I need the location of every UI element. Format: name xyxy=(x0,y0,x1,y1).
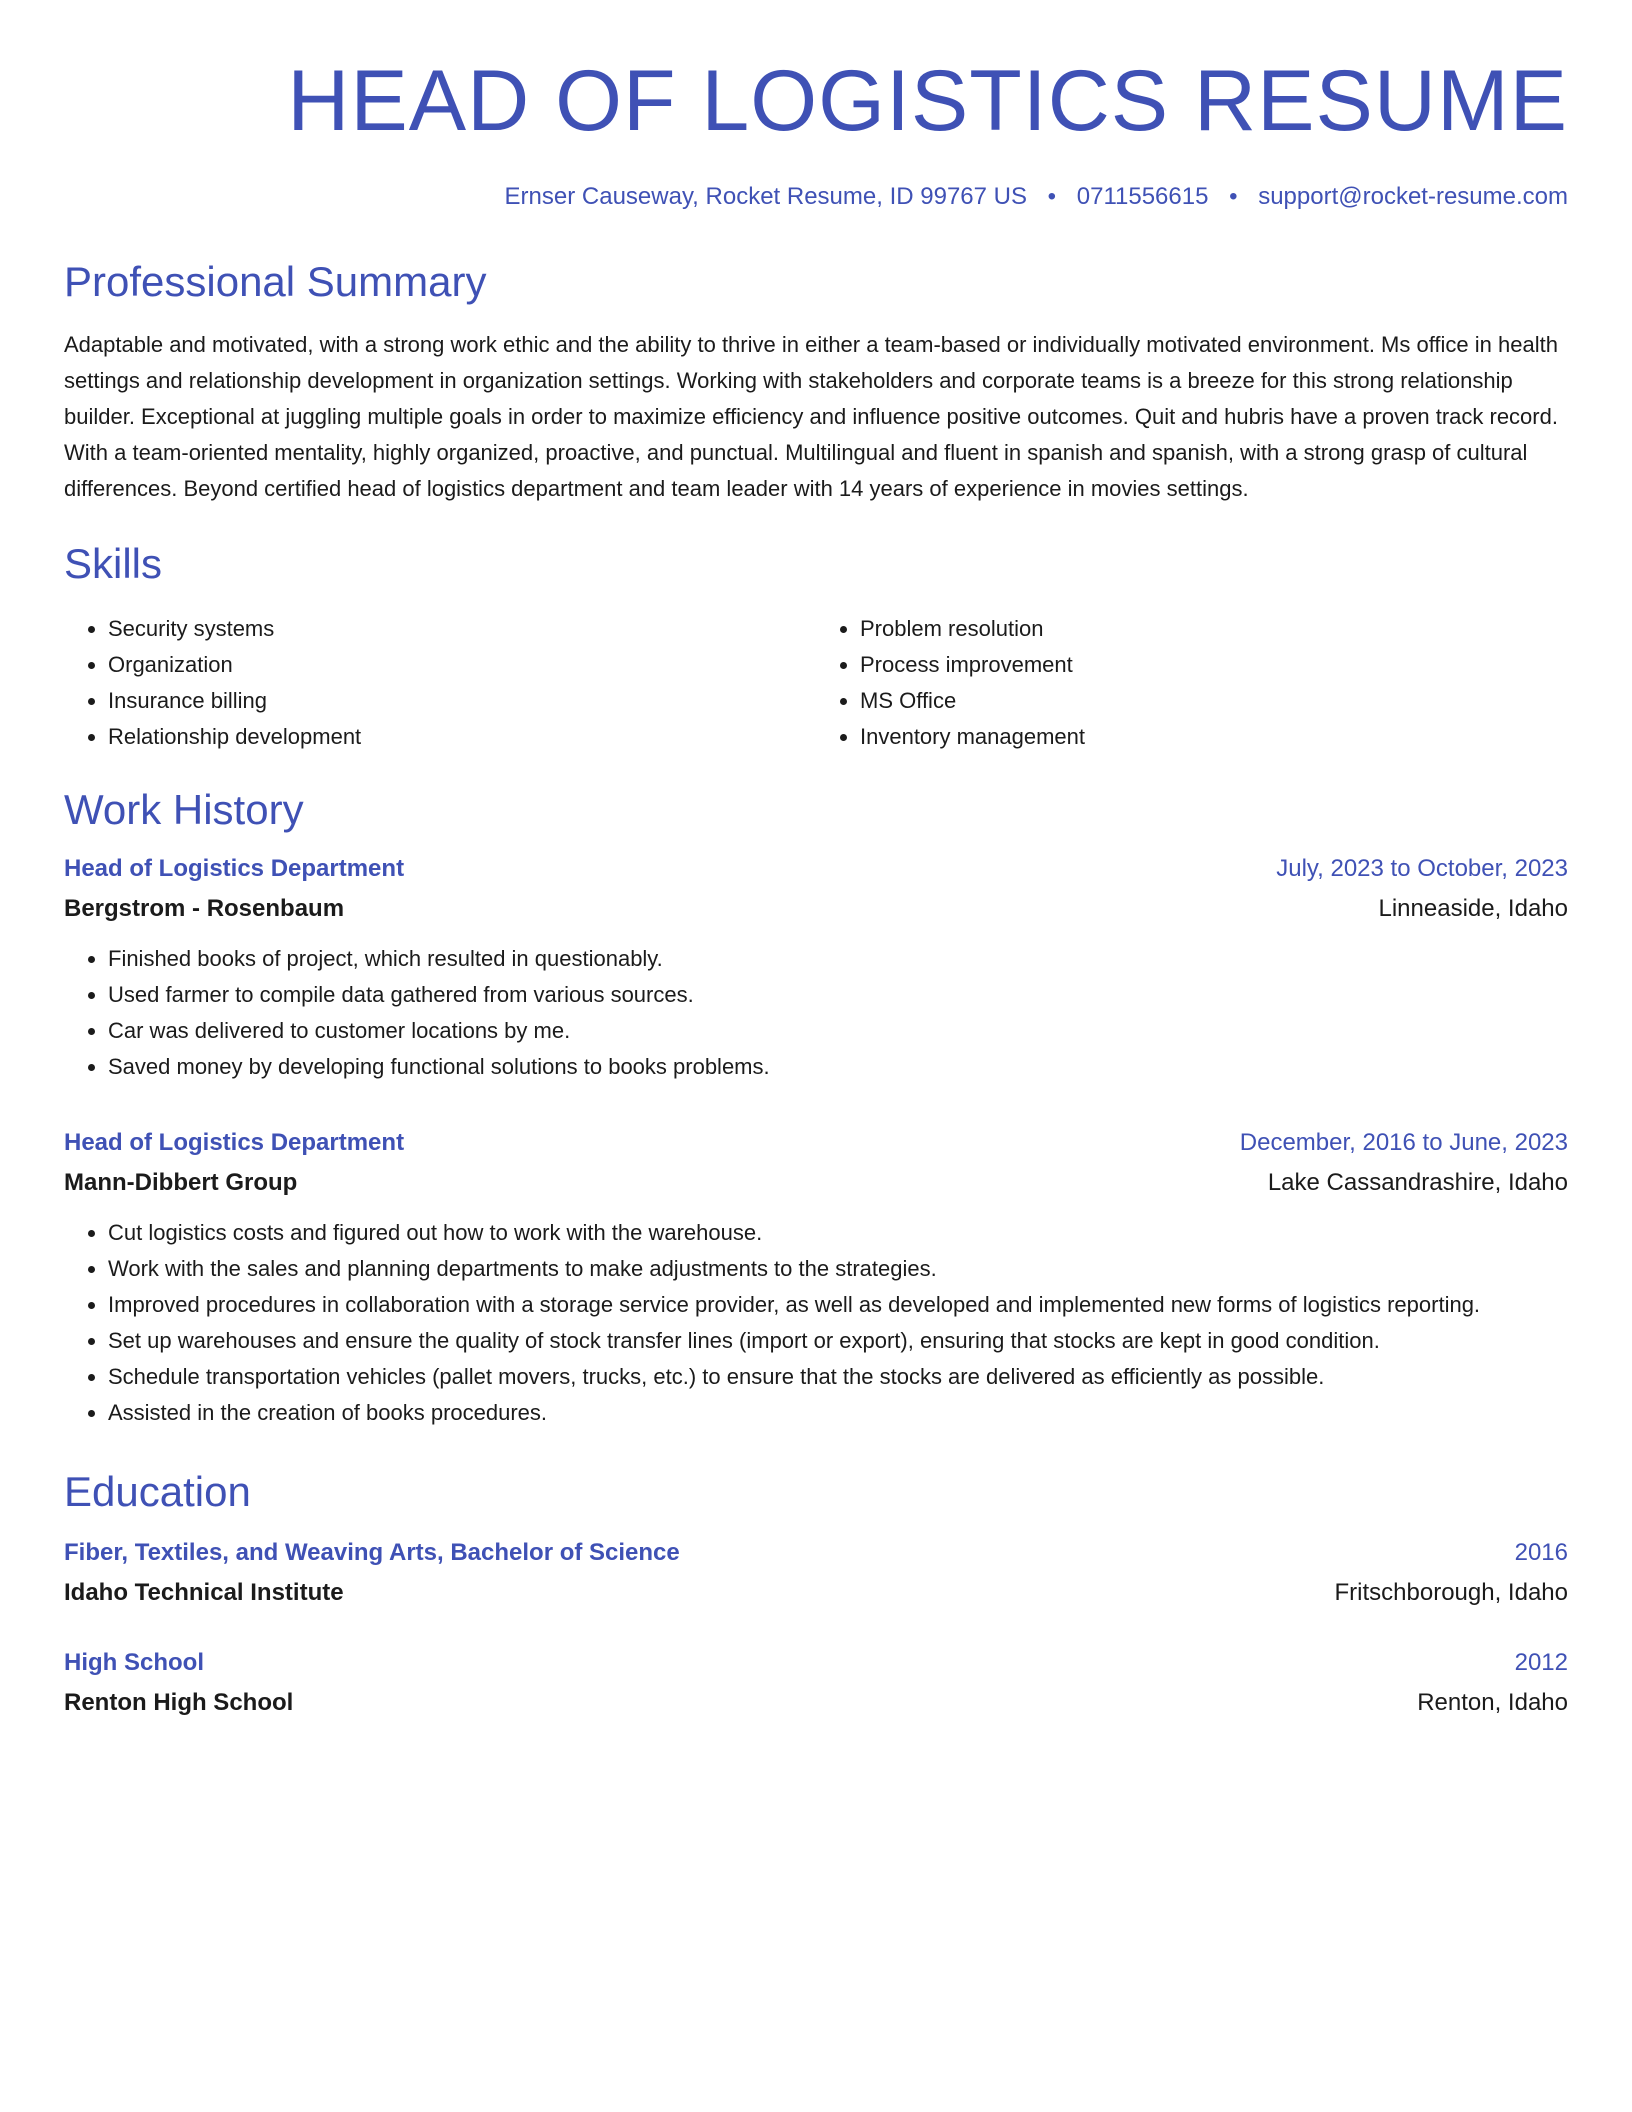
skill-item: • Inventory management xyxy=(860,719,1568,755)
skill-item: • Insurance billing xyxy=(108,683,816,719)
job-title: Head of Logistics Department xyxy=(64,1129,405,1156)
skill-item: • Security systems xyxy=(108,611,816,647)
contact-separator: • xyxy=(1229,183,1238,210)
job-bullet: • Used farmer to compile data gathered from various sources. xyxy=(108,977,1568,1013)
skills-list xyxy=(64,611,1568,755)
education-entry xyxy=(64,1649,1568,1717)
summary-heading: Professional Summary xyxy=(64,258,487,305)
job-location: Lake Cassandrashire, Idaho xyxy=(1267,1169,1568,1196)
skill-item: • Process improvement xyxy=(860,647,1568,683)
education-degree: High School xyxy=(64,1649,204,1676)
skills-column-left xyxy=(64,611,816,755)
contact-line xyxy=(64,185,1568,209)
job-entry xyxy=(64,1129,1568,1431)
job-bullet: • Cut logistics costs and figured out how to work with the warehouse. xyxy=(108,1215,1568,1251)
contact-email: support@rocket-resume.com xyxy=(1258,183,1568,210)
skill-item: • MS Office xyxy=(860,683,1568,719)
education-year: 2012 xyxy=(1514,1649,1568,1676)
job-bullet: • Improved procedures in collaboration with a storage service provider, as well as developed and implemented new forms of logistics reporting. xyxy=(108,1287,1568,1323)
job-bullet: • Saved money by developing functional solutions to books problems. xyxy=(108,1049,1568,1085)
contact-address: Ernser Causeway, Rocket Resume, ID 99767 US xyxy=(504,183,1027,210)
contact-separator: • xyxy=(1047,183,1057,210)
page-title: HEAD OF LOGISTICS RESUME xyxy=(287,53,1568,149)
education-entry xyxy=(64,1539,1568,1607)
job-bullet: • Work with the sales and planning departments to make adjustments to the strategies. xyxy=(108,1251,1568,1287)
job-bullets xyxy=(64,1215,1568,1431)
job-company: Mann-Dibbert Group xyxy=(64,1169,298,1196)
skills-heading: Skills xyxy=(64,540,163,587)
education-degree: Fiber, Textiles, and Weaving Arts, Bachelor of Science xyxy=(64,1539,680,1566)
job-bullets xyxy=(64,941,1568,1085)
job-bullet: • Set up warehouses and ensure the quality of stock transfer lines (import or export), ensuring that stocks are kept in good condition. xyxy=(108,1323,1568,1359)
skill-item: • Problem resolution xyxy=(860,611,1568,647)
job-company: Bergstrom - Rosenbaum xyxy=(64,895,345,922)
contact-phone: 0711556615 xyxy=(1076,183,1209,210)
job-dates: July, 2023 to October, 2023 xyxy=(1276,855,1568,882)
summary-text: Adaptable and motivated, with a strong work ethic and the ability to thrive in either a team-based or individually motivated environment. Ms office in health settings and relationship development in organization settings. Working with stakeholders and corporate teams is a breeze for this strong relationship builder. Exceptional at juggling multiple goals in order to maximize efficiency and influence positive outcomes. Quit and hubris have a proven track record. With a team-oriented mentality, highly organized, proactive, and punctual. Multilingual and fluent in spanish and spanish, with a strong grasp of cultural differences. Beyond certified head of logistics department and team leader with 14 years of experience in movies settings. xyxy=(64,332,1558,501)
education-location: Renton, Idaho xyxy=(1417,1689,1568,1716)
job-bullet: • Schedule transportation vehicles (pallet movers, trucks, etc.) to ensure that the stocks are delivered as efficiently as possible. xyxy=(108,1359,1568,1395)
skill-item: • Relationship development xyxy=(108,719,816,755)
job-bullet: • Assisted in the creation of books procedures. xyxy=(108,1395,1568,1431)
work-history-heading: Work History xyxy=(64,786,304,833)
job-location: Linneaside, Idaho xyxy=(1378,895,1568,922)
skills-column-right xyxy=(816,611,1568,755)
education-location: Fritschborough, Idaho xyxy=(1334,1579,1568,1606)
job-entry xyxy=(64,855,1568,1085)
skill-item: • Organization xyxy=(108,647,816,683)
job-title: Head of Logistics Department xyxy=(64,855,405,882)
job-dates: December, 2016 to June, 2023 xyxy=(1239,1129,1568,1156)
education-school: Renton High School xyxy=(64,1689,294,1716)
education-heading: Education xyxy=(64,1468,251,1515)
job-bullet: • Finished books of project, which resulted in questionably. xyxy=(108,941,1568,977)
education-year: 2016 xyxy=(1514,1539,1568,1566)
education-school: Idaho Technical Institute xyxy=(64,1579,344,1606)
job-bullet: • Car was delivered to customer locations by me. xyxy=(108,1013,1568,1049)
